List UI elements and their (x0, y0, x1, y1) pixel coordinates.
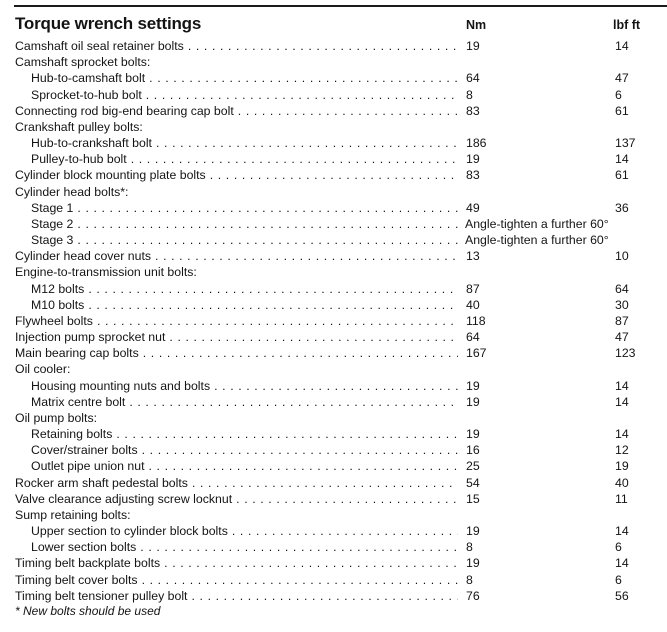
row-value-lbf-ft: 14 (615, 378, 629, 393)
row-value-note: Angle-tighten a further 60° (465, 233, 609, 247)
row-label: Connecting rod big-end bearing cap bolt . . . (15, 103, 458, 119)
row-value-nm: 87 (466, 281, 480, 296)
row-value-nm: 40 (466, 297, 480, 312)
table-group-header (0, 119, 667, 135)
row-value-lbf-ft: 47 (615, 330, 629, 345)
row-value-lbf-ft: 11 (615, 491, 628, 506)
row-label: Sump retaining bolts: (15, 507, 131, 522)
row-value-nm: 15 (466, 491, 480, 506)
row-value-lbf-ft: 61 (615, 103, 629, 118)
row-value-lbf-ft: 6 (615, 87, 622, 102)
table-row (0, 458, 667, 474)
table-group-header (0, 361, 667, 377)
row-value-nm: 54 (466, 475, 480, 490)
row-value-nm: 19 (466, 39, 480, 53)
table-group-header (0, 184, 667, 200)
row-label: Crankshaft pulley bolts: (15, 119, 143, 134)
table-row (0, 248, 667, 264)
row-value-nm: 19 (466, 556, 480, 571)
row-value-lbf-ft: 64 (615, 281, 629, 296)
table-row (0, 523, 667, 539)
row-value-lbf-ft: 47 (615, 71, 629, 86)
row-value-note: Angle-tighten a further 60° (465, 216, 609, 231)
row-label: Housing mounting nuts and bolts . . . (31, 378, 458, 394)
table-row (0, 151, 667, 167)
row-label: M12 bolts . . . (31, 281, 458, 297)
row-label: Flywheel bolts . . . (15, 313, 458, 329)
row-value-lbf-ft: 12 (615, 443, 629, 458)
table-group-header (0, 410, 667, 426)
row-label: Outlet pipe union nut . . . (31, 458, 458, 474)
row-value-nm: 76 (466, 588, 480, 603)
row-label: Cylinder block mounting plate bolts . . . (15, 167, 458, 183)
row-value-lbf-ft: 14 (615, 524, 629, 539)
table-row (0, 297, 667, 313)
row-label: Stage 1 . . . (31, 200, 458, 216)
row-value-lbf-ft: 137 (615, 136, 636, 150)
table-row (0, 87, 667, 103)
row-value-nm: 19 (466, 394, 480, 409)
row-value-nm: 19 (466, 427, 480, 442)
row-value-nm: 83 (466, 103, 480, 118)
row-label: Oil pump bolts: (15, 410, 98, 425)
table-row (0, 281, 667, 297)
row-value-lbf-ft: 6 (615, 572, 622, 587)
row-label: Lower section bolts . . . (31, 539, 458, 555)
table-group-header (0, 507, 667, 523)
row-label: Sprocket-to-hub bolt . . . (31, 87, 458, 103)
row-value-lbf-ft: 14 (615, 394, 629, 409)
row-label: Timing belt backplate bolts . . . (15, 555, 458, 571)
footnote: * New bolts should be used (15, 604, 161, 618)
row-value-nm: 13 (466, 249, 480, 264)
row-value-nm: 118 (466, 313, 486, 328)
row-label: Retaining bolts . . . (31, 426, 458, 442)
row-label: Matrix centre bolt . . . (31, 394, 458, 410)
row-value-nm: 64 (466, 71, 480, 86)
row-value-lbf-ft: 61 (615, 168, 629, 183)
table-row (0, 394, 667, 410)
row-label: Pulley-to-hub bolt . . . (31, 151, 458, 167)
row-value-nm: 167 (466, 346, 487, 361)
row-value-lbf-ft: 14 (615, 556, 629, 571)
table-row (0, 588, 667, 604)
row-label: Timing belt tensioner pulley bolt . . . (15, 588, 458, 604)
table-row (0, 539, 667, 555)
row-value-nm: 19 (466, 152, 480, 167)
row-label: Injection pump sprocket nut . . . (15, 329, 458, 345)
row-label: Cylinder head bolts*: (15, 184, 129, 199)
row-value-lbf-ft: 14 (615, 427, 629, 442)
row-label: Valve clearance adjusting screw locknut . . . (15, 491, 458, 507)
table-row (0, 378, 667, 394)
table-row (0, 555, 667, 571)
row-value-lbf-ft: 10 (615, 249, 629, 264)
row-value-lbf-ft: 56 (615, 588, 629, 603)
table-row (0, 491, 667, 507)
row-value-lbf-ft: 87 (615, 313, 629, 328)
row-value-lbf-ft: 19 (615, 459, 629, 474)
table-row (0, 200, 667, 216)
table-row (0, 426, 667, 442)
row-label: Rocker arm shaft pedestal bolts . . . (15, 475, 458, 491)
table-row (0, 442, 667, 458)
row-value-lbf-ft: 30 (615, 297, 629, 312)
row-value-nm: 186 (466, 136, 487, 150)
table-row (0, 313, 667, 329)
row-value-nm: 25 (466, 459, 480, 474)
row-value-nm: 19 (466, 378, 480, 393)
table-row (0, 216, 667, 232)
row-label: Cover/strainer bolts . . . (31, 442, 458, 458)
row-label: Oil cooler: (15, 362, 71, 377)
row-value-nm: 8 (466, 572, 473, 587)
row-value-lbf-ft: 14 (615, 152, 629, 167)
row-value-lbf-ft: 36 (615, 200, 629, 215)
row-value-lbf-ft: 40 (615, 475, 629, 490)
row-label: Hub-to-crankshaft bolt . . . (31, 135, 458, 151)
page-title: Torque wrench settings (15, 14, 202, 33)
table-row (0, 329, 667, 345)
table-row (0, 135, 667, 151)
table-row (0, 38, 667, 54)
row-label: Main bearing cap bolts . . . (15, 345, 458, 361)
row-value-nm: 8 (466, 87, 473, 102)
row-label: Timing belt cover bolts . . . (15, 572, 458, 588)
row-label: Upper section to cylinder block bolts . . . (31, 523, 458, 539)
row-label: Camshaft sprocket bolts: (15, 55, 151, 70)
row-value-nm: 49 (466, 200, 480, 215)
row-label: Cylinder head cover nuts . . . (15, 248, 458, 264)
row-label: Stage 2 . . . (31, 216, 458, 232)
table-row (0, 475, 667, 491)
row-value-nm: 16 (466, 443, 480, 458)
row-label: Engine-to-transmission unit bolts: (15, 265, 197, 280)
table-row (0, 345, 667, 361)
row-label: Stage 3 . . . (31, 232, 458, 248)
row-label: M10 bolts . . . (31, 297, 458, 313)
table-group-header (0, 264, 667, 280)
row-value-lbf-ft: 123 (615, 346, 636, 361)
column-header-nm: Nm (466, 18, 487, 32)
row-value-nm: 83 (466, 168, 480, 183)
column-header-lbf-ft: lbf ft (613, 18, 641, 32)
row-label: Camshaft oil seal retainer bolts . . . (15, 38, 458, 54)
row-value-nm: 8 (466, 540, 473, 555)
row-value-lbf-ft: 6 (615, 540, 622, 555)
table-group-header (0, 54, 667, 70)
table-row (0, 70, 667, 86)
table-row (0, 167, 667, 183)
table-row (0, 232, 667, 248)
table-row (0, 103, 667, 119)
row-value-lbf-ft: 14 (615, 39, 629, 53)
row-value-nm: 19 (466, 524, 480, 539)
row-value-nm: 64 (466, 330, 480, 345)
row-label: Hub-to-camshaft bolt . . . (31, 70, 458, 86)
table-row (0, 572, 667, 588)
